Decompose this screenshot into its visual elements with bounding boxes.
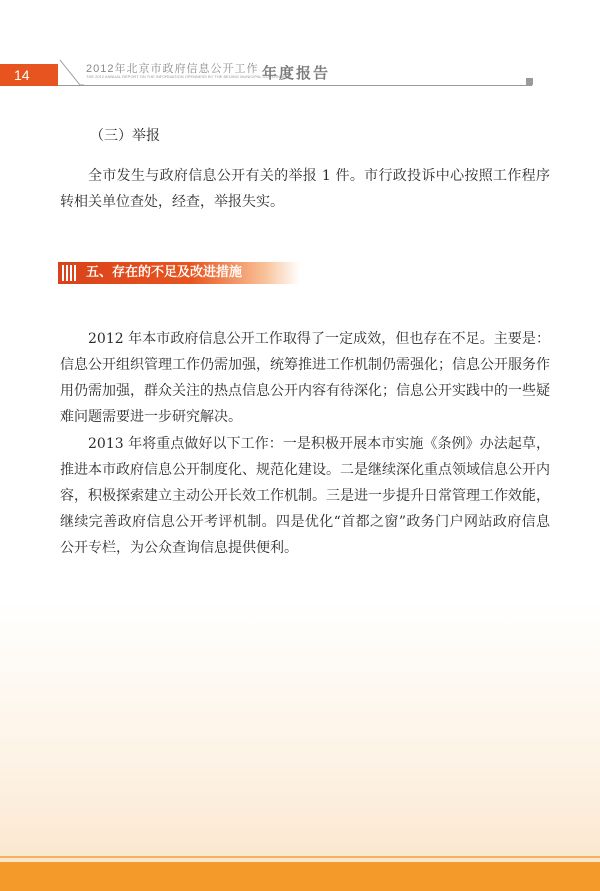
header-subtitle: THE 2012 ANNUAL REPORT ON THE INFORMATION OPENNESS BY THE BEIJING MUNICIPAL GOVERNMENT — [86, 74, 292, 79]
header-slash-decoration — [58, 58, 84, 88]
stripes-icon — [62, 265, 78, 281]
header-report-label: 年度报告 — [262, 64, 331, 82]
subsection-heading: （三）举报 — [90, 128, 160, 144]
section-title: 五、存在的不足及改进措施 — [86, 265, 243, 280]
section-banner — [58, 262, 300, 284]
page-number: 14 — [0, 64, 58, 86]
bottom-bar — [0, 862, 600, 891]
header-rule — [58, 85, 532, 86]
bottom-accent-line — [0, 856, 600, 858]
report-paragraph: 全市发生与政府信息公开有关的举报 1 件。市行政投诉中心按照工作程序转相关单位查处，经查，举报失实。 — [60, 168, 550, 210]
section-paragraph-1: 2012 年本市政府信息公开工作取得了一定成效，但也存在不足。主要是：信息公开组织管理工作仍需加强，统筹推进工作机制仍需强化；信息公开服务作用仍需加强，群众关注的热点信息公开内容有待深化；信息公开实践中的一些疑难问题需要进一步研究解决。 — [60, 331, 550, 425]
header-square-decoration — [526, 78, 533, 85]
page-header — [0, 58, 600, 90]
section-paragraph-2: 2013 年将重点做好以下工作：一是积极开展本市实施《条例》办法起草，推进本市政府信息公开制度化、规范化建设。二是继续深化重点领域信息公开内容，积极探索建立主动公开长效工作机制。三是进一步提升日常管理工作效能，继续完善政府信息公开考评机制。四是优化“首都之窗”政务门户网站政府信息公开专栏，为公众查询信息提供便利。 — [60, 436, 550, 556]
header-title: 2012年北京市政府信息公开工作 — [86, 63, 259, 75]
